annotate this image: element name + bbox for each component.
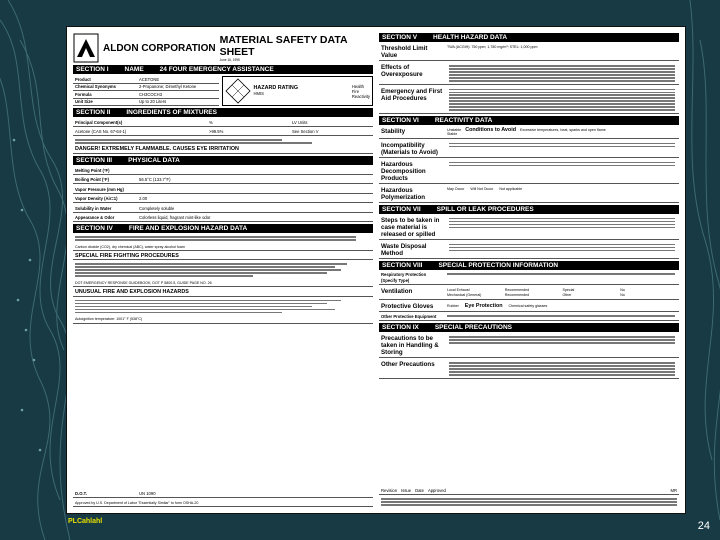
product-value: ACETONE [139, 76, 160, 82]
hazard-rating-box [222, 76, 374, 106]
boiling-row [73, 177, 373, 185]
mechanical-value: Recommended [504, 293, 530, 298]
appearance-value: Colorless liquid, fragrant mint-like odor [139, 215, 211, 221]
formula-value: CH3COCH3 [139, 91, 163, 97]
polymerization-block [379, 186, 679, 203]
company-name: ALDON CORPORATION [103, 42, 216, 54]
hazard-diamond-icon [225, 78, 251, 104]
section-4-label: SECTION IV [76, 225, 113, 233]
firefighting-lines [73, 262, 373, 278]
spill-label: Steps to be taken in case material is released or spilled [381, 216, 440, 238]
hazard-rating-label: HAZARD RATING [253, 85, 299, 91]
right-column [379, 33, 679, 507]
other-precautions-block [379, 360, 679, 379]
msds-sheet [66, 26, 686, 514]
waste-block [379, 242, 679, 259]
eye-protection-value: Chemical safety glasses [508, 303, 548, 308]
waste-label: Waste Disposal Method [381, 242, 427, 257]
special-value: No [620, 287, 625, 292]
boiling-value: 56.5°C (133.7°F) [139, 177, 171, 183]
section-2-label: SECTION II [76, 109, 111, 116]
spill-block [379, 216, 679, 240]
vapor-pressure-label: Vapor Pressure (mm Hg) [75, 186, 124, 192]
dot-label: D.O.T. [75, 490, 87, 496]
section-1-title: NAME [124, 66, 144, 73]
respiratory-row [379, 272, 679, 285]
aldon-logo-icon [73, 33, 99, 63]
gloves-label: Protective Gloves [381, 302, 434, 310]
ingredient-lines [73, 138, 373, 145]
solubility-label: Solubility in Water [75, 205, 112, 211]
section-9-header [379, 323, 679, 332]
vapor-density-row [73, 196, 373, 204]
danger-text: DANGER! EXTREMELY FLAMMABLE. CAUSES EYE IRRITATION [75, 146, 239, 153]
first-aid-block [379, 87, 679, 114]
gloves-block [379, 302, 679, 312]
other-precautions-label: Other Precautions [381, 361, 435, 369]
section-6-title: REACTIVITY DATA [434, 117, 493, 124]
unit-size-value: Up to 20 Liters [139, 99, 167, 104]
health-label: Health [351, 83, 364, 89]
first-aid-label: Emergency and First Aid Procedures [381, 87, 443, 102]
special-label: Special [562, 287, 575, 292]
other-value: No [620, 293, 625, 298]
date-label: Date [415, 488, 424, 494]
section-4-title: FIRE AND EXPLOSION HAZARD DATA [128, 225, 248, 233]
left-column [73, 33, 373, 507]
boiling-label: Boiling Point (°F) [75, 177, 110, 183]
gloves-value: Rubber [447, 303, 459, 308]
revision-date [220, 58, 373, 62]
hmis-label: HMIS [253, 91, 264, 96]
principal-components-label: Principal Component(s) [75, 119, 123, 125]
section-6-header [379, 116, 679, 125]
section-8-label: SECTION VIII [382, 261, 423, 269]
unit-size-row: Unit Size Up to 20 Liters [73, 99, 219, 107]
ingredient-percent: >99.5% [209, 129, 224, 134]
revision-row [379, 488, 679, 496]
dot-value: UN 1090 [139, 490, 156, 496]
section-5-title: HEALTH HAZARD DATA [433, 34, 508, 41]
conditions-avoid-value: Excessive temperatures, heat, sparks and open flame [520, 128, 606, 132]
approved-label: Approved [427, 488, 446, 494]
section-9-label: SECTION IX [382, 324, 419, 332]
emergency-guide: DOT EMERGENCY RESPONSE GUIDEBOOK, DOT P 5800.5, GUIDE PAGE NO. 26 [73, 280, 373, 287]
section-4-header [73, 224, 373, 233]
conditions-avoid-label: Conditions to Avoid [465, 127, 516, 133]
other-protective-row [379, 314, 679, 322]
slide-page-number: 24 [697, 520, 710, 532]
ignition-temperature: Autoignition temperature: 1001° F (538°C) [73, 316, 373, 323]
stability-block [379, 127, 679, 139]
section-3-title: PHYSICAL DATA [128, 157, 180, 165]
formula-row: Formula CH3COCH3 [73, 91, 219, 99]
may-occur-label: May Occur [447, 186, 465, 191]
section-5-header [379, 33, 679, 42]
respiratory-label: Respiratory Protection (Specify Type) [381, 272, 427, 283]
footer-lines [379, 497, 679, 507]
effects-block [379, 63, 679, 85]
local-exhaust-value: Recommended [504, 287, 530, 292]
slide-author: PLCahlahl [68, 518, 103, 525]
flash-point-lines [73, 235, 373, 242]
section-2-header [73, 108, 373, 117]
ventilation-block [379, 287, 679, 300]
stability-label: Stability [381, 128, 406, 135]
decomposition-label: Hazardous Decomposition Products [381, 160, 426, 182]
ingredient-name: Acetone (CAS No. 67-64-1) [75, 129, 127, 134]
melting-row [73, 167, 373, 175]
handling-block [379, 334, 679, 358]
section-3-header [73, 156, 373, 165]
solubility-value: Completely soluble [139, 205, 175, 211]
synonyms-value: 2-Propanone; Dimethyl Ketone [139, 84, 197, 89]
revision-label: Revision [381, 488, 398, 494]
incompatibility-label: Incompatibility (Materials to Avoid) [381, 141, 438, 156]
issue-label: Issue [401, 488, 412, 494]
ingredient-row [73, 129, 373, 137]
sheet-title: MATERIAL SAFETY DATA SHEET [219, 34, 348, 58]
identity-grid [73, 76, 373, 106]
threshold-value: TWA (ACGIH): 750 ppm; 1,780 mg/m³; STEL: 1,000 ppm [447, 45, 538, 49]
incompatibility-block [379, 141, 679, 158]
vapor-density-label: Vapor Density (Air=1) [75, 196, 118, 202]
section-8-header [379, 261, 679, 270]
threshold-label: Threshold Limit Value [381, 45, 428, 59]
ventilation-label: Ventilation [381, 287, 413, 295]
danger-row [73, 147, 373, 155]
eye-protection-label: Eye Protection [464, 302, 503, 309]
decomposition-block [379, 160, 679, 184]
vapor-pressure-row [73, 186, 373, 194]
section-6-label: SECTION VI [382, 117, 419, 124]
emergency-assistance: 24 FOUR EMERGENCY ASSISTANCE [159, 66, 274, 73]
section-7-title: SPILL OR LEAK PROCEDURES [436, 205, 534, 213]
sheet-header [73, 33, 373, 63]
product-row: Product ACETONE [73, 76, 219, 84]
lv-units-label: LV Units [292, 119, 308, 125]
polymerization-label: Hazardous Polymerization [381, 186, 426, 201]
unusual-fire-lines [73, 299, 373, 315]
vapor-density-value: 2.00 [139, 196, 148, 202]
handling-label: Precautions to be taken in Handling & Storing [381, 335, 439, 357]
other-protective-label: Other Protective Equipment [381, 314, 437, 320]
unusual-fire-label: UNUSUAL FIRE AND EXPLOSION HAZARDS [73, 289, 373, 296]
section-8-title: SPECIAL PROTECTION INFORMATION [438, 261, 559, 269]
appearance-label: Appearance & Odor [75, 215, 115, 221]
fire-label: Fire [351, 88, 360, 94]
section-3-label: SECTION III [76, 157, 113, 165]
melting-label: Melting Point (°F) [75, 167, 110, 173]
reactivity-label: Reactivity [351, 93, 370, 99]
approval-note: Approved by U.S. Department of Labor "Essentially Similar" to form OSHA-20 [73, 500, 373, 507]
section-7-header [379, 205, 679, 214]
percent-label: % [209, 119, 213, 125]
stable-label: Stable [447, 132, 458, 137]
special-firefighting-label: SPECIAL FIRE FIGHTING PROCEDURES [73, 253, 373, 260]
will-not-occur-label: Will Not Occur [470, 186, 494, 191]
section-1-header [73, 65, 373, 74]
section-7-label: SECTION VII [382, 205, 421, 213]
not-applicable-value: Not applicable [499, 186, 523, 191]
dot-row [73, 490, 373, 498]
section-5-label: SECTION V [382, 34, 418, 41]
other-label: Other [562, 293, 572, 298]
effects-label: Effects of Overexposure [381, 64, 423, 78]
threshold-block [379, 44, 679, 61]
appearance-row [73, 215, 373, 223]
unstable-label: Unstable [447, 128, 462, 132]
ingredient-ref: See Section V [292, 129, 319, 134]
extinguishing-media: Carbon dioxide (CO2), dry chemical (ABC), water spray alcohol foam [73, 244, 373, 251]
revision-date-value: June 16, 1995 [219, 58, 240, 62]
local-exhaust-label: Local Exhaust [447, 287, 470, 292]
section-9-title: SPECIAL PRECAUTIONS [434, 324, 513, 332]
mechanical-label: Mechanical (General) [447, 293, 482, 298]
section-2-title: INGREDIENTS OF MIXTURES [126, 109, 217, 116]
section-1-label: SECTION I [76, 66, 109, 73]
components-header-row [73, 119, 373, 127]
synonyms-row: Chemical Synonyms 2-Propanone; Dimethyl Ketone [73, 84, 219, 92]
solubility-row [73, 205, 373, 213]
msds-number: MR [670, 488, 677, 494]
